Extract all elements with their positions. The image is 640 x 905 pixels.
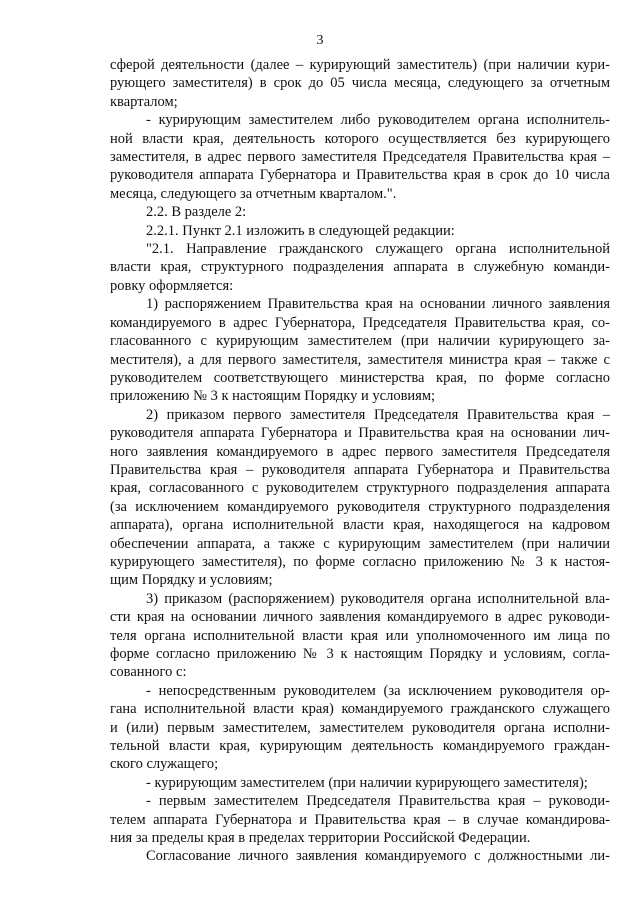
text-line: Согласование личного заявления командируемого с должностными ли- (146, 848, 610, 865)
text-line: (за исключением командируемого руководителя структурного подразделения (110, 498, 610, 515)
text-line: телем аппарата Губернатора и Правительства края – в случае командирова- (110, 811, 610, 828)
text-line: 2.2.1. Пункт 2.1 изложить в следующей редакции: (146, 222, 455, 239)
text-line: аппарата), органа исполнительной власти края, находящегося на кадровом (110, 517, 610, 534)
text-line: руководителя аппарата Губернатора и Правительства края в срок до 10 числа (110, 167, 610, 184)
text-line: руководителя аппарата Губернатора и Правительства края на основании лич- (110, 425, 610, 442)
text-line: месяца, следующего за отчетным кварталом.". (110, 185, 397, 202)
text-line: сованного с: (110, 664, 187, 681)
text-line: гана исполнительной власти края) командируемого гражданского служащего (110, 701, 610, 718)
text-line: обеспечении аппарата, а также с курирующим заместителем (при наличии (110, 535, 610, 552)
text-line: кварталом; (110, 93, 178, 110)
text-line: власти края, структурного подразделения аппарата в служебную команди- (110, 259, 610, 276)
text-line: - курирующим заместителем либо руководителем органа исполнитель- (146, 112, 610, 129)
text-line: - непосредственным руководителем (за исключением руководителя ор- (146, 682, 610, 699)
text-line: сферой деятельности (далее – курирующий заместитель) (при наличии кури- (110, 57, 610, 73)
text-line: ного заявления командируемого в адрес первого заместителя Председателя (110, 443, 610, 460)
text-line: - первым заместителем Председателя Правительства края – руководи- (146, 793, 610, 810)
text-line: 1) распоряжением Правительства края на основании личного заявления (146, 296, 610, 313)
text-line: тельной власти края, курирующим деятельность командируемого граждан- (110, 738, 610, 755)
text-line: ского служащего; (110, 756, 219, 773)
text-line: 3) приказом (распоряжением) руководителя органа исполнительной вла- (146, 590, 610, 607)
text-line: рующего заместителя) в срок до 05 числа месяца, следующего за отчетным (110, 75, 610, 92)
text-line: 2) приказом первого заместителя Председателя Правительства края – (146, 406, 610, 423)
text-line: сти края на основании личного заявления командируемого в адрес руководи- (110, 609, 610, 626)
text-line: Правительства края – руководителя аппарата Губернатора и Правительства (110, 461, 610, 478)
text-line: 2.2. В разделе 2: (146, 204, 247, 221)
text-line: "2.1. Направление гражданского служащего органа исполнительной (146, 241, 610, 258)
text-line: гласованного с курирующим заместителем (при наличии курирующего за- (110, 333, 610, 350)
page-number: 3 (316, 33, 324, 48)
text-line: ной власти края, деятельность которого осуществляется без курирующего (110, 130, 610, 147)
text-line: ния за пределы края в пределах территории Российской Федерации. (110, 830, 531, 847)
text-line: ровку оформляется: (110, 277, 234, 294)
text-line: и (или) первым заместителем, заместителем руководителя органа исполни- (110, 719, 610, 736)
text-line: края, согласованного с руководителем структурного подразделения аппарата (110, 480, 610, 497)
text-line: теля органа исполнительной власти края или уполномоченного им лица по (110, 627, 610, 644)
text-line: местителя), а для первого заместителя, заместителя министра края – также с (110, 351, 610, 368)
document-body (110, 56, 610, 866)
text-line: руководителем соответствующего министерства края, по форме согласно (110, 369, 610, 386)
text-line: заместителя, в адрес первого заместителя Председателя Правительства края – (110, 149, 610, 166)
text-line: командируемого в адрес Губернатора, Председателя Правительства края, со- (110, 314, 610, 331)
text-line: щим Порядку и условиям; (110, 572, 273, 589)
text-line: форме согласно приложению № 3 к настоящим Порядку и условиям, согла- (110, 646, 610, 662)
text-line: - курирующим заместителем (при наличии курирующего заместителя); (146, 774, 588, 791)
text-line: курирующего заместителя), по форме согласно приложению № 3 к настоя- (110, 553, 610, 570)
text-line: приложению № 3 к настоящим Порядку и условиям; (110, 388, 436, 405)
